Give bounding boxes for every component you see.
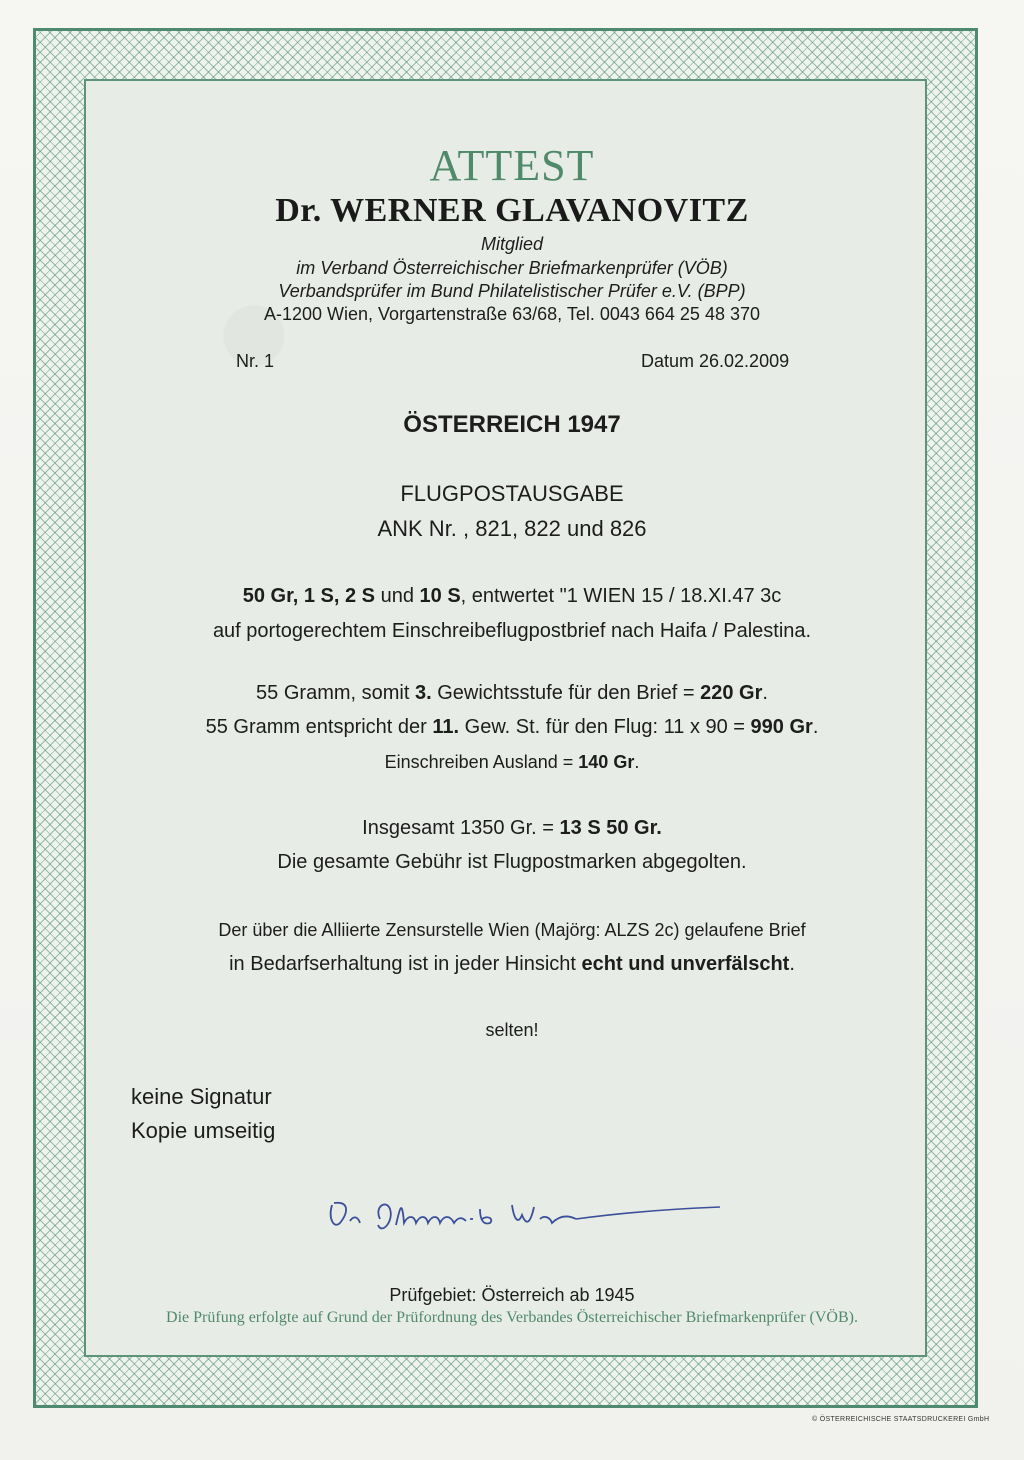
stamps-description: [0, 585, 1024, 608]
registration-text: Einschreiben Ausland =: [384, 752, 579, 772]
association-bpp: Verbandsprüfer im Bund Philatelistischer Prüfer e.V. (BPP): [278, 281, 746, 301]
examination-area: Prüfgebiet: Österreich ab 1945: [389, 1285, 635, 1305]
weight-text: 55 Gramm, somit: [256, 682, 415, 704]
genuineness-line: [0, 953, 1024, 976]
copy-note: Kopie umseitig: [131, 1118, 276, 1143]
member-label: Mitglied: [480, 234, 544, 254]
rarity-note: selten!: [485, 1020, 539, 1040]
flight-fee: 990 Gr: [750, 716, 813, 738]
weight-flight-line: [0, 716, 1024, 739]
stamp-value-10s: 10 S: [419, 585, 461, 607]
weight-step: 3.: [414, 682, 432, 704]
registration-fee: 140 Gr: [578, 752, 635, 772]
certificate-title: ATTEST: [429, 141, 595, 190]
cancellation: , entwertet "1 WIEN 15 / 18.XI.47 3c: [460, 585, 782, 607]
regulation-note: Die Prüfung erfolgte auf Grund der Prüfordnung des Verbandes Österreichischer Briefmarkenprüfer (VÖB).: [166, 1309, 858, 1326]
registration-period: .: [634, 752, 640, 772]
fee-paid-line: Die gesamte Gebühr ist Flugpostmarken abgegolten.: [277, 851, 747, 873]
issue-name: FLUGPOSTAUSGABE: [400, 481, 624, 506]
catalogue-numbers: ANK Nr. , 821, 822 und 826: [377, 516, 647, 541]
stamp-values: 50 Gr, 1 S, 2 S: [242, 585, 376, 607]
genuineness-text: in Bedarfserhaltung ist in jeder Hinsicht: [229, 953, 582, 975]
certificate-date: Datum 26.02.2009: [641, 351, 790, 371]
weight-period: .: [762, 682, 768, 704]
examiner-address: A-1200 Wien, Vorgartenstraße 63/68, Tel. 0043 664 25 48 370: [263, 304, 760, 324]
flight-period: .: [812, 716, 819, 738]
total-line: [0, 817, 1024, 840]
total-text: Insgesamt 1350 Gr. =: [362, 817, 560, 839]
weight-letter-line: [0, 682, 1024, 705]
signature-note: keine Signatur: [131, 1084, 272, 1109]
verdict-period: .: [789, 953, 795, 975]
censorship-line: Der über die Alliierte Zensurstelle Wien (Majörg: ALZS 2c) gelaufene Brief: [218, 920, 806, 940]
genuine-verdict: echt und unverfälscht: [581, 953, 790, 975]
flight-text: 55 Gramm entspricht der: [205, 716, 433, 738]
examiner-name: Dr. WERNER GLAVANOVITZ: [275, 192, 749, 229]
printer-credit: © ÖSTERREICHISCHE STAATSDRUCKEREI GmbH: [812, 1416, 990, 1423]
handwritten-signature: [320, 1185, 730, 1245]
certificate-number: Nr. 1: [236, 351, 275, 371]
registration-line: [0, 752, 1024, 773]
stamps-and: und: [375, 585, 420, 607]
association-voeb: im Verband Österreichischer Briefmarkenprüfer (VÖB): [296, 258, 728, 278]
country-year-heading: ÖSTERREICH 1947: [403, 411, 621, 438]
flight-step: 11.: [432, 716, 460, 738]
weight-text-2: Gewichtsstufe für den Brief =: [431, 682, 701, 704]
flight-text-2: Gew. St. für den Flug: 11 x 90 =: [459, 716, 751, 738]
letter-fee: 220 Gr: [700, 682, 763, 704]
cover-description: auf portogerechtem Einschreibeflugpostbrief nach Haifa / Palestina.: [212, 620, 812, 642]
total-amount: 13 S 50 Gr.: [559, 817, 662, 839]
